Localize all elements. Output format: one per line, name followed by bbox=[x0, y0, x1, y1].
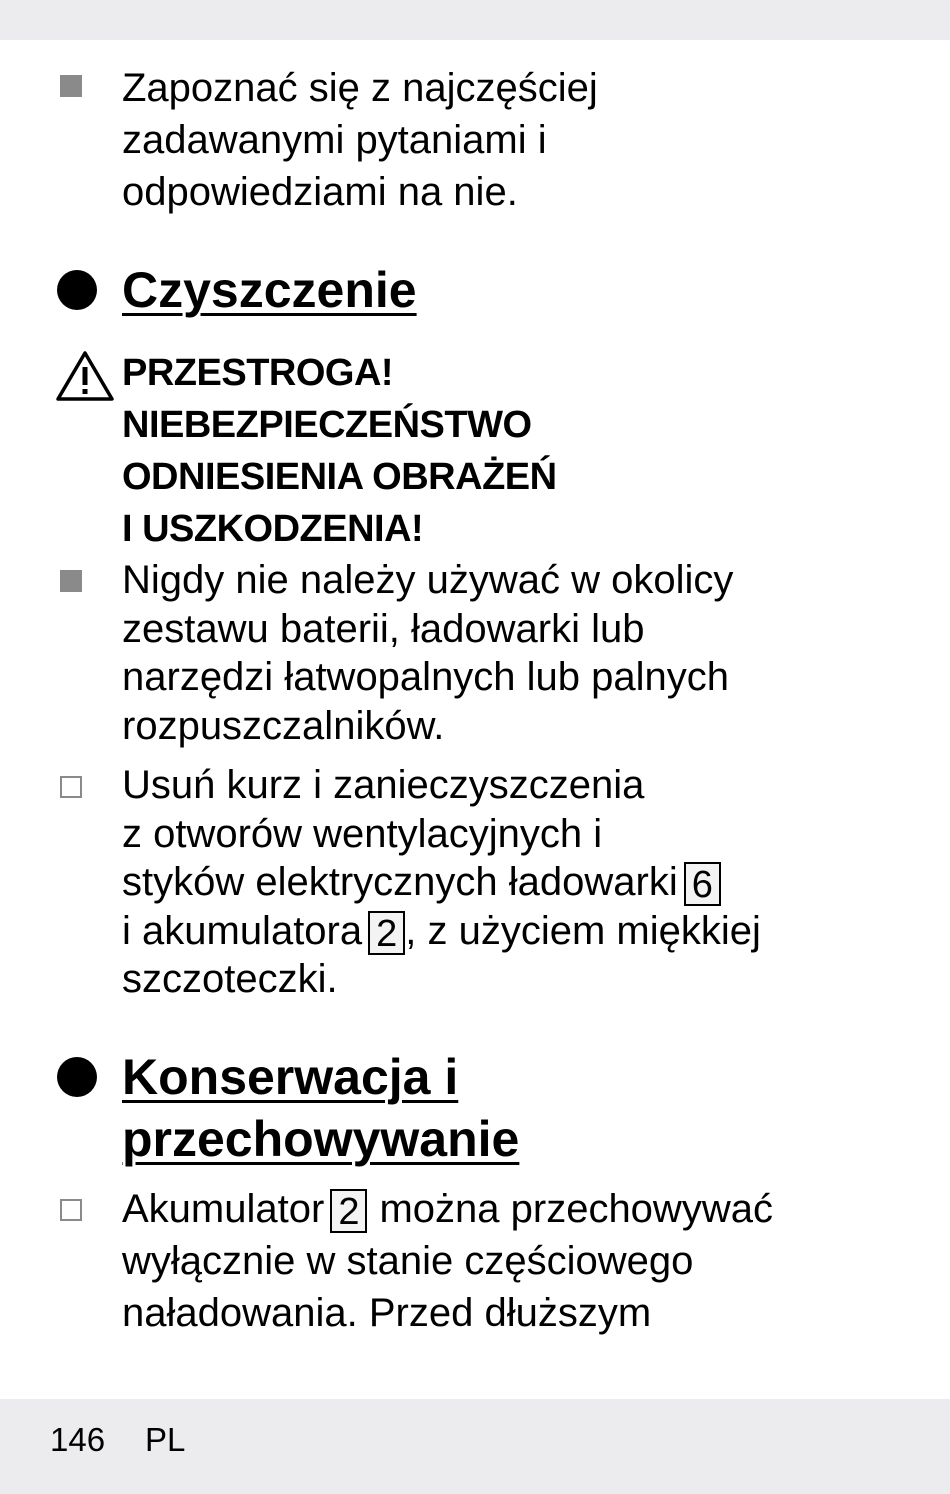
checkbox-bullet-icon bbox=[60, 1199, 82, 1221]
warning-line-1: PRZESTROGA! bbox=[122, 352, 394, 394]
intro-item bbox=[122, 62, 912, 218]
storage-item-1-line-1 bbox=[122, 1183, 912, 1235]
cleaning-item-2-line-1: Usuń kurz i zanieczyszczenia bbox=[122, 763, 645, 807]
line4-post: , z użyciem miękkiej bbox=[405, 908, 761, 953]
cleaning-item-2-line-3 bbox=[122, 858, 912, 907]
storage-title-line-1: Konserwacja i bbox=[122, 1049, 459, 1105]
cleaning-item-2-line-4 bbox=[122, 907, 912, 956]
section-dot-icon bbox=[57, 1057, 97, 1097]
storage-title-line-2: przechowywanie bbox=[122, 1111, 520, 1167]
warning-text bbox=[122, 347, 557, 555]
warning-line-4: I USZKODZENIA! bbox=[122, 508, 424, 550]
top-band bbox=[0, 0, 950, 40]
storage-item-1-line-2: wyłącznie w stanie częściowego bbox=[122, 1239, 694, 1283]
warning-triangle-icon bbox=[55, 350, 115, 402]
square-bullet-icon bbox=[60, 75, 82, 97]
square-bullet-icon bbox=[60, 570, 82, 592]
page-number: 146 bbox=[50, 1421, 106, 1458]
checkbox-bullet-icon bbox=[60, 776, 82, 798]
cleaning-item-2-line-2: z otworów wentylacyjnych i bbox=[122, 811, 603, 856]
intro-line-2: zadawanymi pytaniami i bbox=[122, 118, 547, 162]
cleaning-item-1-line-3: narzędzi łatwopalnych lub palnych bbox=[122, 655, 730, 699]
storage-item-1-line-3: naładowania. Przed dłuższym bbox=[122, 1291, 652, 1335]
cleaning-item-1 bbox=[122, 556, 912, 750]
reference-number-2: 2 bbox=[330, 1189, 367, 1233]
cleaning-item-1-line-1: Nigdy nie należy używać w okolicy bbox=[122, 558, 734, 602]
section-title-cleaning bbox=[122, 259, 417, 321]
section-dot-icon bbox=[57, 270, 97, 310]
storage-item-1 bbox=[122, 1183, 912, 1339]
intro-line-1: Zapoznać się z najczęściej bbox=[122, 66, 598, 110]
line3-text: styków elektrycznych ładowarki bbox=[122, 860, 678, 904]
reference-number-2: 2 bbox=[368, 911, 405, 955]
cleaning-title-text: Czyszczenie bbox=[122, 262, 417, 318]
footer-band bbox=[0, 1399, 950, 1494]
cleaning-item-2-line-5: szczoteczki. bbox=[122, 957, 338, 1001]
warning-line-2: NIEBEZPIECZEŃSTWO bbox=[122, 404, 532, 446]
storage-pre: Akumulator bbox=[122, 1187, 325, 1231]
language-code: PL bbox=[145, 1421, 186, 1458]
line4-pre: i akumulatora bbox=[122, 908, 363, 953]
reference-number-6: 6 bbox=[684, 862, 721, 906]
cleaning-item-2 bbox=[122, 761, 912, 1004]
storage-post: można przechowywać bbox=[379, 1187, 773, 1231]
cleaning-item-1-line-4: rozpuszczalników. bbox=[122, 703, 445, 748]
section-title-storage bbox=[122, 1046, 519, 1170]
warning-line-3: ODNIESIENIA OBRAŻEŃ bbox=[122, 456, 557, 498]
cleaning-item-1-line-2: zestawu baterii, ładowarki lub bbox=[122, 606, 645, 651]
intro-line-3: odpowiedziami na nie. bbox=[122, 170, 518, 214]
